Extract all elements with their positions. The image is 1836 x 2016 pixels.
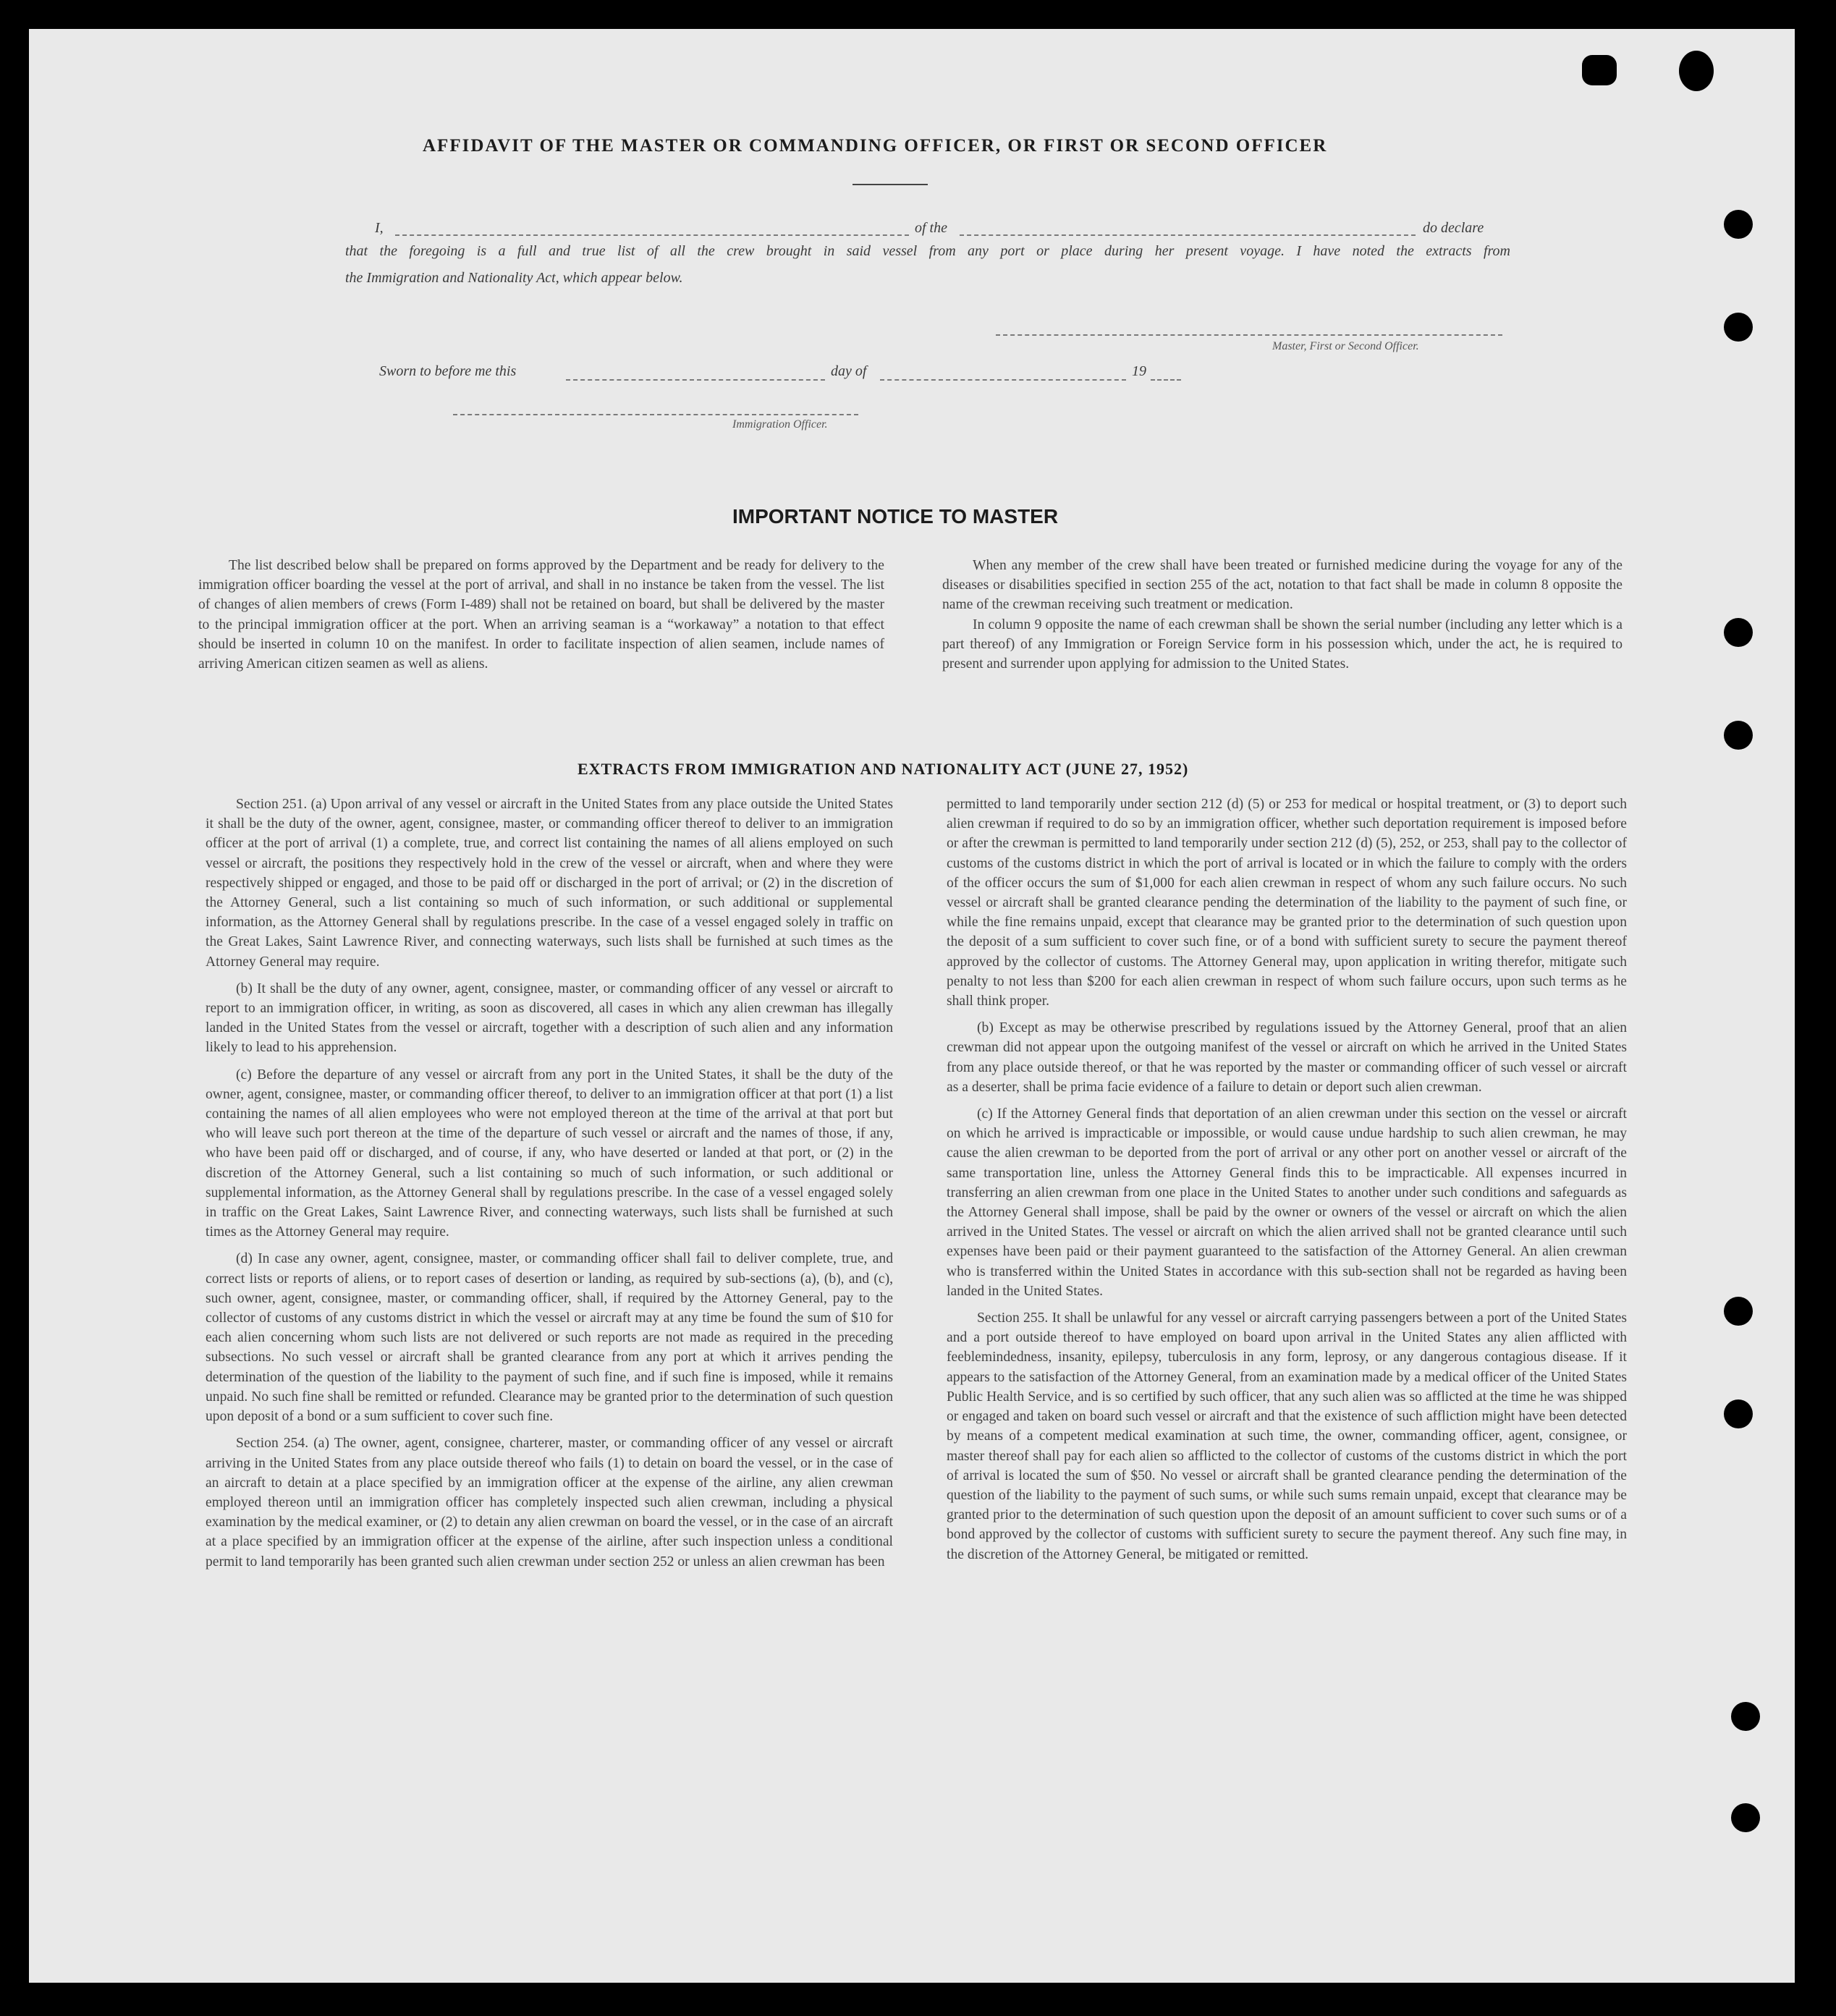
sworn-label: Sworn to before me this [379, 363, 517, 379]
notice-left-paragraph: The list described below shall be prepared on forms approved by the Department and be ready for delivery to the immigration officer boarding the vessel at the port of arrival, and shall in no instance be taken from the vessel. The list of changes of alien members of crews (Form I-489) shall not be retained on board, but shall be delivered by the master to the principal immigration officer at the port. When an arriving seaman is a “workaway” a notation to that effect should be inserted in column 10 on the manifest. In order to facilitate inspection of alien seamen, include names of arriving American citizen seamen as well as aliens. [198, 558, 884, 672]
affidavit-title: AFFIDAVIT OF THE MASTER OR COMMANDING OFFICER, OR FIRST OR SECOND OFFICER [423, 136, 1328, 156]
extracts-left-column [206, 795, 893, 1572]
punch-hole [1724, 1297, 1753, 1326]
section-254-a-continued: permitted to land temporarily under section 212 (d) (5) or 253 for medical or hospital treatment, or (3) to deport such alien crewman if required to do so by an immigration officer, whether such deportation requirement is imposed before or after the crewman is permitted to land temporarily under section 212 (d) (5), 252, or 253, shall pay to the collector of customs of the customs district in which the port of arrival is located or in which the failure to comply with the orders of the officer occurs the sum of $1,000 for each alien crewman in respect of whom any such failure occurs. No such vessel or aircraft shall be granted clearance pending the determination of the liability to the payment of such fine, or while the fine remains unpaid, except that clearance may be granted prior to the determination of such question upon the deposit of a sum sufficient to cover such fine, or of a bond with sufficient surety to secure the payment thereof approved by the collector of customs. The Attorney General may, upon application in writing therefor, mitigate such penalty to not less than $200 for each alien crewman in respect of whom such failure occurs, upon such terms as he shall think proper. [947, 797, 1627, 1009]
affidavit-statement-line1: that the foregoing is a full and true list of all the crew brought in said vessel from any port or place during her present voyage. I have noted the extracts from [345, 243, 1510, 259]
section-251-d: (d) In case any owner, agent, consignee, master, or commanding officer shall fail to deliver complete, true, and correct lists or reports of aliens, or to report cases of desertion or landing, as required by sub-sections (a), (b), and (c), such owner, agent, consignee, master, or commanding officer, shall, if required by the Attorney General, pay to the collector of customs of any customs district in which the vessel or aircraft may at any time be found the sum of $10 for each alien concerning whom such lists are not delivered or such reports are not made as required in the preceding subsections. No such vessel or aircraft shall be granted clearance from any port at which it arrives pending the determination of the question of the liability to the payment of such fine, and if such fine is imposed, while it remains unpaid. No such fine shall be remitted or refunded. Clearance may be granted prior to the determination of such question upon deposit of a bond or a sum sufficient to cover such fine. [206, 1251, 893, 1425]
name-blank[interactable] [395, 234, 909, 236]
extracts-right-column [947, 795, 1627, 1564]
section-254-c: (c) If the Attorney General finds that deportation of an alien crewman under this section on the vessel or aircraft on which he arrived is impracticable or impossible, or would cause undue hardship to such alien crewman, he may cause the alien crewman to be deported from the port of arrival or any other port on another vessel or aircraft of the same transportation line, unless the Attorney General finds this to be impracticable. All expenses incurred in transferring an alien crewman from one place in the United States to another under such conditions and safeguards as the Attorney General shall impose, shall be paid by the owner or owners of the vessel or aircraft on which the alien arrived in the United States. The vessel or aircraft on which the alien arrived shall not be granted clearance until such expenses have been paid or their payment guaranteed to the satisfaction of the Attorney General. An alien crewman who is transferred within the United States in accordance with this sub-section shall not be regarded as having been landed in the United States. [947, 1106, 1627, 1299]
sworn-month-blank[interactable] [880, 379, 1126, 381]
punch-hole [1724, 313, 1753, 342]
document-page [29, 29, 1795, 1983]
punch-hole [1724, 1399, 1753, 1428]
affidavit-statement-line2: the Immigration and Nationality Act, which appear below. [345, 270, 683, 286]
notice-right-paragraph-1: When any member of the crew shall have been treated or furnished medicine during the voyage for any of the diseases or disabilities specified in section 255 of the act, notation to that fact shall be made in column 8 opposite the name of the crewman receiving such treatment or medication. [942, 558, 1623, 613]
vessel-blank[interactable] [960, 234, 1416, 236]
section-254-a: Section 254. (a) The owner, agent, consignee, charterer, master, or commanding officer of any vessel or aircraft arriving in the United States from any place outside thereof who fails (1) to detain on board the vessel, or in the case of an aircraft to detain at a place specified by an immigration officer at the expense of the airline, any alien crewman employed thereon until an immigration officer has completely inspected such alien crewman, including a physical examination by the medical examiner, or (2) to detain any alien crewman on board the vessel, or in the case of an aircraft at a place specified by an immigration officer at the expense of the airline, after such inspection unless a conditional permit to land temporarily has been granted such alien crewman under section 252 or unless an alien crewman has been [206, 1436, 893, 1570]
sworn-day-blank[interactable] [566, 379, 825, 381]
signature-caption: Master, First or Second Officer. [1272, 340, 1419, 352]
punch-hole [1724, 210, 1753, 239]
signature-blank[interactable] [996, 334, 1502, 336]
ink-blot [1679, 51, 1714, 91]
notice-right-column [942, 556, 1623, 674]
title-rule [853, 184, 928, 185]
year-blank[interactable] [1151, 379, 1181, 381]
notice-title: IMPORTANT NOTICE TO MASTER [732, 505, 1059, 528]
extracts-title: EXTRACTS FROM IMMIGRATION AND NATIONALITY ACT (JUNE 27, 1952) [578, 760, 1189, 778]
section-251-a: Section 251. (a) Upon arrival of any vessel or aircraft in the United States from any place outside the United States it shall be the duty of the owner, agent, consignee, master, or commanding officer thereof to deliver to an immigration officer at the port of arrival (1) a complete, true, and correct list containing the names of all aliens employed on such vessel or aircraft, the positions they respectively hold in the crew of the vessel or aircraft, when and where they were respectively shipped or engaged, and those to be paid off or discharged in the port of arrival; or (2) in the discretion of the Attorney General, such a list containing so much of such information, or such additional or supplemental information, as the Attorney General shall by regulations prescribe. In the case of a vessel engaged solely in traffic on the Great Lakes, Saint Lawrence River, and connecting waterways, such lists shall be furnished at such times as the Attorney General may require. [206, 797, 893, 970]
section-254-b: (b) Except as may be otherwise prescribed by regulations issued by the Attorney General, proof that an alien crewman did not appear upon the outgoing manifest of the vessel or aircraft on which he arrived in the United States from any place outside thereof, or that he was reported by the master or commanding officer of such vessel or aircraft as a deserter, shall be prima facie evidence of a failure to detain or deport such alien crewman. [947, 1020, 1627, 1095]
punch-hole [1724, 721, 1753, 750]
day-label: day of [831, 363, 867, 379]
punch-hole [1731, 1702, 1760, 1731]
officer-caption: Immigration Officer. [732, 418, 828, 431]
section-251-c: (c) Before the departure of any vessel or aircraft from any port in the United States, it shall be the duty of the owner, agent, consignee, master, or commanding officer thereof, to deliver to an immigration officer at that port (1) a list containing the names of all alien employees who were not employed thereon at the time of the arrival at that port but who will leave such port thereon at the time of the departure of such vessel or aircraft and the names of those, if any, who have been paid off or discharged, and of course, if any, who have deserted or landed at that port, or (2) in the discretion of the Attorney General, such a list containing so much of such information, or such additional or supplemental information, as the Attorney General shall by regulations prescribe. In the case of a vessel engaged solely in traffic on the Great Lakes, Saint Lawrence River, and connecting waterways, such lists shall be furnished at such times as the Attorney General may require. [206, 1067, 893, 1240]
affidavit-i-label: I, [375, 220, 384, 236]
punch-hole [1731, 1803, 1760, 1832]
officer-signature-blank[interactable] [453, 414, 858, 415]
punch-hole [1724, 618, 1753, 647]
section-251-b: (b) It shall be the duty of any owner, agent, consignee, master, or commanding officer of any vessel or aircraft to report to an immigration officer, in writing, as soon as discovered, all cases in which any alien crewman has illegally landed in the United States from the vessel or aircraft, together with a description of such alien and any information likely to lead to his apprehension. [206, 981, 893, 1056]
notice-left-column [198, 556, 884, 674]
year-label: 19 [1132, 363, 1146, 379]
notice-right-paragraph-2: In column 9 opposite the name of each crewman shall be shown the serial number (including any letter which is a part thereof) of any Immigration or Foreign Service form in his possession which, under the act, he is required to present and surrender upon applying for admission to the United States. [942, 617, 1623, 672]
declare-label: do declare [1423, 220, 1484, 236]
ink-blot [1582, 55, 1617, 85]
of-the-label: of the [915, 220, 947, 236]
section-255: Section 255. It shall be unlawful for any vessel or aircraft carrying passengers between a port of the United States and a port outside thereof to have employed on board upon arrival in the United States any alien afflicted with feeblemindedness, insanity, epilepsy, tuberculosis in any form, leprosy, or any dangerous contagious disease. If it appears to the satisfaction of the Attorney General, from an examination made by a medical officer of the United States Public Health Service, and is so certified by such officer, that any such alien was so afflicted at the time he was shipped or engaged and taken on board such vessel or aircraft and that the existence of such affliction might have been detected by means of a competent medical examination at such time, the owner, commanding officer, agent, consignee, or master thereof shall pay for each alien so afflicted to the collector of customs of the customs district in which the port of arrival is located the sum of $50. No vessel or aircraft shall be granted clearance pending the determination of the question of the liability to the payment of such sums, or while such sums remain unpaid, except that clearance may be granted prior to the determination of such question upon the deposit of an amount sufficient to cover such sums or of a bond approved by the collector of customs with sufficient surety to secure the payment thereof. Any such fine may, in the discretion of the Attorney General, be mitigated or remitted. [947, 1310, 1627, 1562]
